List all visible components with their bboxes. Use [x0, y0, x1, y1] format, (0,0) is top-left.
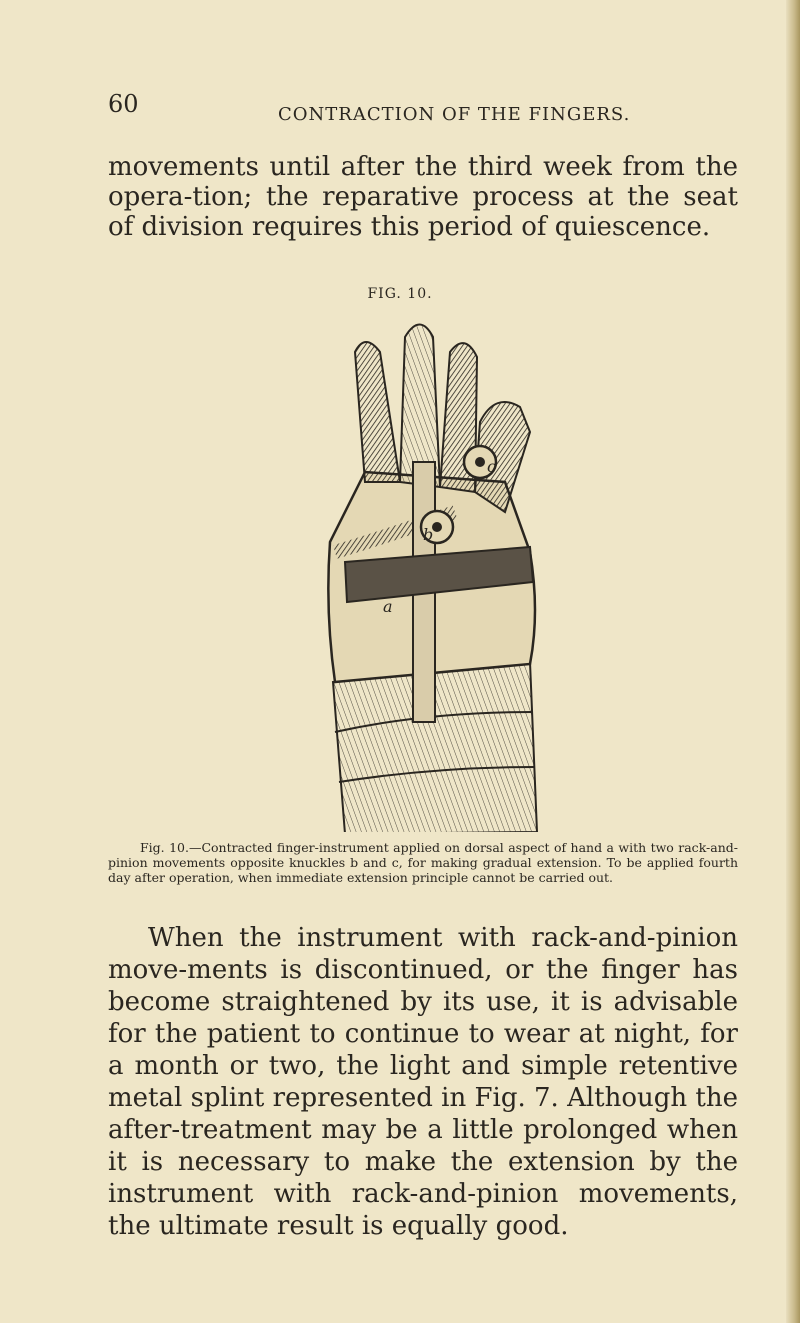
- figure-letter-b: b: [423, 525, 434, 544]
- figure-caption: [108, 840, 738, 885]
- page-header: [108, 90, 748, 130]
- page-edge: [786, 0, 800, 1323]
- figure-caption-text: Fig. 10.—Contracted finger-instrument applied on dorsal aspect of hand a with two rack-and-pinion movements opposite knuckles b and c, for making gradual extension. To be applied fourth day after operation, when immediate extension principle cannot be carried out.: [108, 840, 738, 885]
- hand-splint-illustration: [305, 312, 555, 832]
- page-number: 60: [108, 90, 139, 118]
- figure-label: FIG. 10.: [367, 286, 433, 302]
- running-head: CONTRACTION OF THE FINGERS.: [278, 104, 631, 125]
- figure-letter-c: c: [487, 457, 496, 476]
- paragraph-1: movements until after the third week from the opera-tion; the reparative process at the seat of division requires this period of quiescence.: [108, 152, 738, 242]
- paragraph-2: When the instrument with rack-and-pinion move-ments is discontinued, or the finger has become straightened by its use, it is advisable for the patient to continue to wear at night, for a month or two, the light and simple retentive metal splint represented in Fig. 7. Although the after-treatment may be a little prolonged when it is necessary to make the extension by the instrument with rack-and-pinion movements, the ultimate result is equally good.: [108, 923, 738, 1241]
- figure-letter-a: a: [383, 597, 393, 616]
